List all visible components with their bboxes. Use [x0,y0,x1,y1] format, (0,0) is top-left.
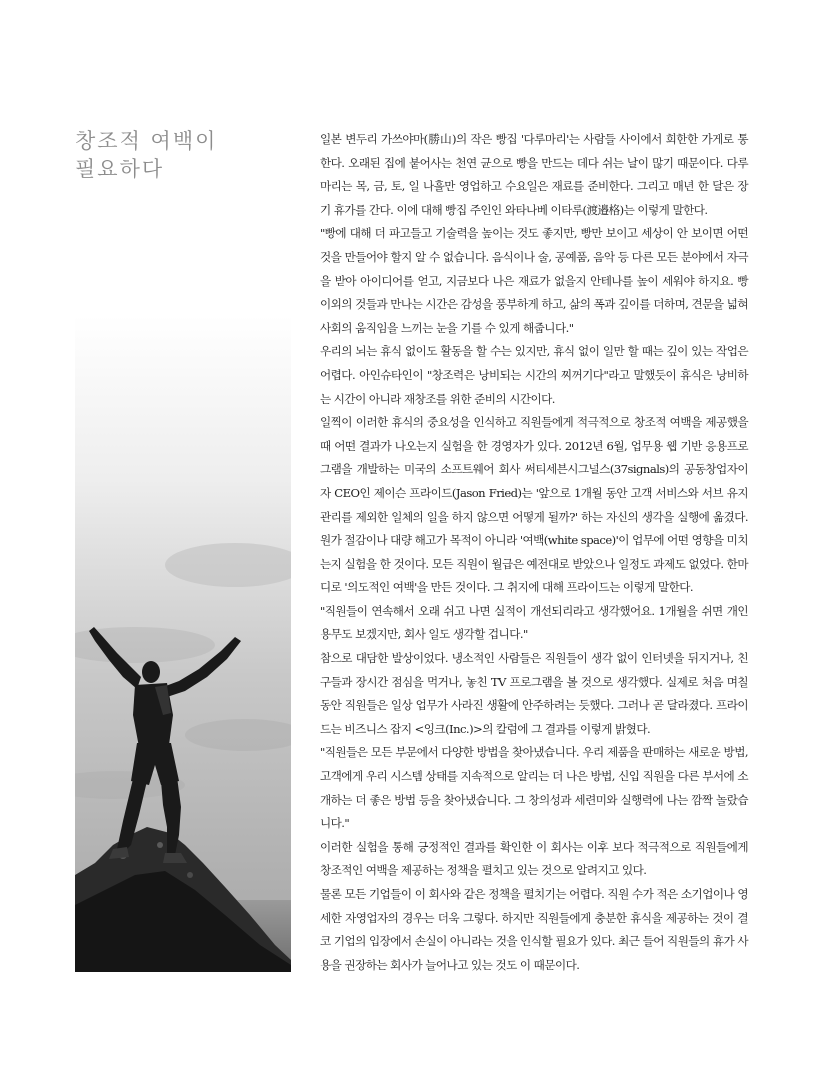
quote-paragraph: "직원들은 모든 부문에서 다양한 방법을 찾아냈습니다. 우리 제품을 판매하는 새로운 방법, 고객에게 우리 시스템 상태를 지속적으로 알리는 더 나은 방법, 신입 직원을 다른 부서에 소개하는 더 좋은 방법 등을 찾아냈습니다. 그 창의성과 세련미와 실행력에 나는 깜짝 놀랐습니다." [320,745,748,831]
paragraph: 물론 모든 기업들이 이 회사와 같은 정책을 펼치기는 어렵다. 직원 수가 적은 소기업이나 영세한 자영업자의 경우는 더욱 그렇다. 하지만 직원들에게 충분한 휴식을 제공하는 것이 결코 기업의 입장에서 손실이 아니라는 것을 인식할 필요가 있다. 최근 들어 직원들의 휴가 사용을 권장하는 회사가 늘어나고 있는 것도 이 때문이다. [320,887,748,972]
title-line-1: 창조적 여백이 [75,129,218,153]
article-body [320,128,748,977]
paragraph: 일본 변두리 가쓰야마(勝山)의 작은 빵집 '다루마리'는 사람들 사이에서 희한한 가게로 통한다. 오래된 집에 붙어사는 천연 균으로 빵을 만드는 데다 쉬는 날이 많기 때문이다. 다루마리는 목, 금, 토, 일 나흘만 영업하고 수요일은 재료를 준비한다. 그리고 매년 한 달은 장기 휴가를 간다. 이에 대해 빵집 주인인 와타나베 이타루(渡邉格)는 이렇게 말한다. [320,132,748,217]
paragraph: 참으로 대담한 발상이었다. 냉소적인 사람들은 직원들이 생각 없이 인터넷을 뒤지거나, 친구들과 장시간 점심을 먹거나, 놓친 TV 프로그램을 볼 것으로 생각했다. 실제로 처음 며칠 동안 직원들은 일상 업무가 사라진 생활에 안주하려는 듯했다. 그러나 곧 달라졌다. 프라이드는 비즈니스 잡지 <잉크(Inc.)>의 칼럼에 그 결과를 이렇게 밝혔다. [320,651,748,736]
paragraph: 우리의 뇌는 휴식 없이도 활동을 할 수는 있지만, 휴식 없이 일만 할 때는 깊이 있는 작업은 어렵다. 아인슈타인이 "창조력은 낭비되는 시간의 찌꺼기다"라고 말했듯이 휴식은 낭비하는 시간이 아니라 재창조를 위한 준비의 시간이다. [320,344,748,406]
title-line-2: 필요하다 [75,157,165,181]
man-on-summit-raising-arms-photo [75,315,291,972]
paragraph: 일찍이 이러한 휴식의 중요성을 인식하고 직원들에게 적극적으로 창조적 여백을 제공했을 때 어떤 결과가 나오는지 실험을 한 경영자가 있다. 2012년 6월, 업무용 웹 기반 응용프로그램을 개발하는 미국의 소프트웨어 회사 써티세븐시그널스(37signals)의 공동창업자이자 CEO인 제이슨 프라이드(Jason Fried)는 '앞으로 1개월 동안 고객 서비스와 서브 유지 관리를 제외한 일체의 일을 하지 않으면 어떻게 될까?' 하는 자신의 생각을 실행에 옮겼다. 원가 절감이나 대량 해고가 목적이 아니라 '여백(white space)'이 업무에 어떤 영향을 미치는지 실험을 한 것이다. 모든 직원이 월급은 예전대로 받았으나 일정도 과제도 없었다. 한마디로 '의도적인 여백'을 만든 것이다. 그 취지에 대해 프라이드는 이렇게 말한다. [320,415,748,595]
page-title [75,127,295,183]
paragraph: 이러한 실험을 통해 긍정적인 결과를 확인한 이 회사는 이후 보다 적극적으로 직원들에게 창조적인 여백을 제공하는 정책을 펼치고 있는 것으로 알려지고 있다. [320,839,748,878]
quote-paragraph: "빵에 대해 더 파고들고 기술력을 높이는 것도 좋지만, 빵만 보이고 세상이 안 보이면 어떤 것을 만들어야 할지 알 수 없습니다. 음식이나 술, 공예품, 음악 등 다른 모든 분야에서 자극을 받아 아이디어를 얻고, 지금보다 나은 재료가 없을지 안테나를 높이 세워야 하지요. 빵 이외의 것들과 만나는 시간은 감성을 풍부하게 하고, 삶의 폭과 깊이를 더하며, 견문을 넓혀 사회의 움직임을 느끼는 눈을 기를 수 있게 해줍니다." [320,226,748,335]
quote-paragraph: "직원들이 연속해서 오래 쉬고 나면 실적이 개선되리라고 생각했어요. 1개월을 쉬면 개인 용무도 보겠지만, 회사 일도 생각할 겁니다." [320,603,748,642]
